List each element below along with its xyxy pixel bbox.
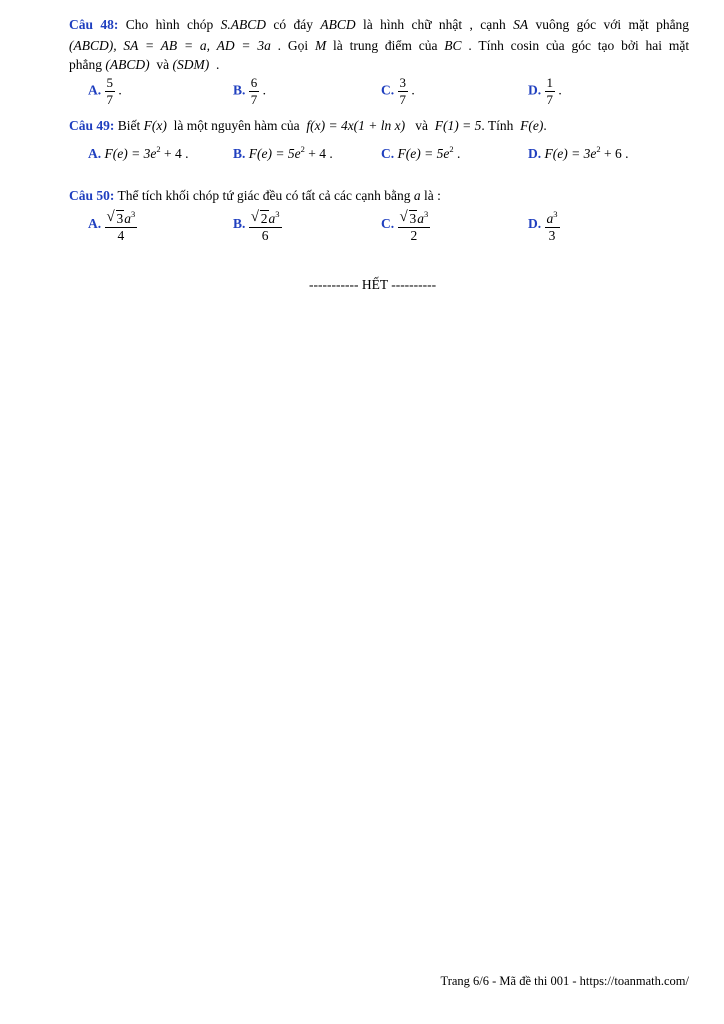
q48-plane-2: (SDM) bbox=[172, 57, 210, 72]
q49-option-b[interactable] bbox=[233, 144, 333, 162]
q48-line-2 bbox=[69, 38, 689, 54]
q49-target: F(e) bbox=[520, 118, 544, 133]
q50-stem bbox=[69, 188, 441, 204]
q49-option-d[interactable] bbox=[528, 144, 628, 162]
option-expr: F(e) = 5e bbox=[248, 146, 301, 161]
option-fraction: $\frac{1}{7}$ bbox=[546, 75, 553, 107]
q49-function: f(x) = 4x(1 + ln x) bbox=[306, 118, 406, 133]
q49-option-a[interactable] bbox=[88, 144, 188, 162]
q50-text: là : bbox=[423, 188, 441, 203]
option-fraction: $\frac{6}{7}$ bbox=[250, 75, 258, 107]
page-footer: Trang 6/6 - Mã đề thi 001 - https://toanmath.com/ bbox=[440, 974, 689, 988]
end-marker: ----------- HẾT ---------- bbox=[309, 277, 437, 292]
q50-label: Câu 50: bbox=[69, 188, 115, 203]
q50-option-d[interactable] bbox=[528, 206, 560, 244]
option-expr: F(e) = 3e bbox=[544, 146, 597, 161]
option-fraction: $\frac{5}{7}$ bbox=[106, 75, 113, 107]
q48-option-a[interactable] bbox=[88, 75, 122, 108]
option-expr-tail: + 4 . bbox=[160, 146, 189, 161]
q49-text: là một nguyên hàm của bbox=[173, 118, 300, 133]
q49-text: Biết bbox=[117, 118, 141, 133]
option-letter: B. bbox=[233, 146, 246, 161]
option-exponent: 2 bbox=[449, 144, 454, 154]
q48-line-3 bbox=[69, 57, 219, 73]
q48-option-c[interactable] bbox=[381, 75, 415, 108]
q49-text: và bbox=[415, 118, 429, 133]
option-letter: A. bbox=[88, 216, 102, 232]
option-tail: . bbox=[411, 82, 415, 98]
q48-text: là hình chữ nhật , cạnh bbox=[362, 17, 506, 32]
option-fraction: $\frac{a^3}{3}$ bbox=[545, 206, 560, 244]
q48-option-b[interactable] bbox=[233, 75, 266, 108]
q49-option-c[interactable] bbox=[381, 144, 460, 162]
option-letter: D. bbox=[528, 82, 542, 98]
q50-variable: a bbox=[413, 188, 421, 203]
option-tail: . bbox=[558, 82, 562, 98]
q49-antiderivative: F(x) bbox=[143, 118, 167, 133]
q49-condition: F(1) = 5 bbox=[434, 118, 482, 133]
q50-option-c[interactable] bbox=[381, 206, 430, 244]
q48-text: có đáy bbox=[273, 17, 313, 32]
q48-text: và bbox=[156, 57, 170, 72]
option-exponent: 2 bbox=[300, 144, 305, 154]
option-letter: A. bbox=[88, 82, 102, 98]
option-exponent: 2 bbox=[596, 144, 601, 154]
q48-text: . Gọi bbox=[277, 38, 309, 53]
q48-text: phẳng bbox=[69, 57, 102, 72]
q48-plane-1: (ABCD) bbox=[105, 57, 150, 72]
option-fraction: $\frac{3}{7}$ bbox=[399, 75, 406, 107]
option-tail: . bbox=[262, 82, 267, 98]
q48-line-1 bbox=[69, 17, 689, 33]
q49-text: . Tính bbox=[481, 118, 514, 133]
q48-text: vuông góc với mặt phẳng bbox=[535, 17, 690, 32]
q48-conditions: (ABCD), SA = AB = a, AD = 3a bbox=[69, 38, 271, 53]
q48-text: Cho hình chóp bbox=[125, 17, 214, 32]
option-expr: F(e) = 3e bbox=[104, 146, 157, 161]
q48-label: Câu 48: bbox=[69, 17, 119, 32]
q48-option-d[interactable] bbox=[528, 75, 562, 108]
q48-segment: BC bbox=[444, 38, 462, 53]
q49-label: Câu 49: bbox=[69, 118, 115, 133]
option-fraction: √ $3a^3$ 4 bbox=[105, 206, 138, 244]
q48-text: . Tính cosin của góc tạo bởi hai mặt bbox=[468, 38, 690, 53]
option-expr: F(e) = 5e bbox=[397, 146, 450, 161]
option-fraction: √ $2a^3$ 6 bbox=[249, 206, 282, 244]
option-expr-tail: + 6 . bbox=[600, 146, 629, 161]
option-expr-tail: + 4 . bbox=[304, 146, 333, 161]
option-fraction: √ $3a^3$ 2 bbox=[398, 206, 431, 244]
option-letter: C. bbox=[381, 146, 395, 161]
option-letter: C. bbox=[381, 216, 395, 232]
option-letter: C. bbox=[381, 82, 395, 98]
option-tail: . bbox=[118, 82, 122, 98]
q50-option-b[interactable] bbox=[233, 206, 282, 244]
q50-option-a[interactable] bbox=[88, 206, 137, 244]
option-letter: B. bbox=[233, 82, 246, 98]
option-letter: D. bbox=[528, 216, 542, 232]
q50-text: Thể tích khối chóp tứ giác đều có tất cả các cạnh bằng bbox=[117, 188, 411, 203]
option-expr-tail: . bbox=[453, 146, 461, 161]
q48-text: . bbox=[216, 57, 220, 72]
q48-point: M bbox=[314, 38, 327, 53]
q48-pyramid: S.ABCD bbox=[220, 17, 266, 32]
q49-text: . bbox=[543, 118, 547, 133]
q48-edge: SA bbox=[513, 17, 529, 32]
radicand: 3 bbox=[409, 211, 417, 226]
option-letter: A. bbox=[88, 146, 102, 161]
q48-text: là trung điểm của bbox=[333, 38, 438, 53]
q49-stem bbox=[69, 118, 547, 134]
option-letter: D. bbox=[528, 146, 542, 161]
q48-base: ABCD bbox=[320, 17, 356, 32]
option-letter: B. bbox=[233, 216, 246, 232]
option-exponent: 2 bbox=[156, 144, 161, 154]
radicand: 3 bbox=[116, 211, 124, 226]
radicand: 2 bbox=[260, 211, 268, 226]
